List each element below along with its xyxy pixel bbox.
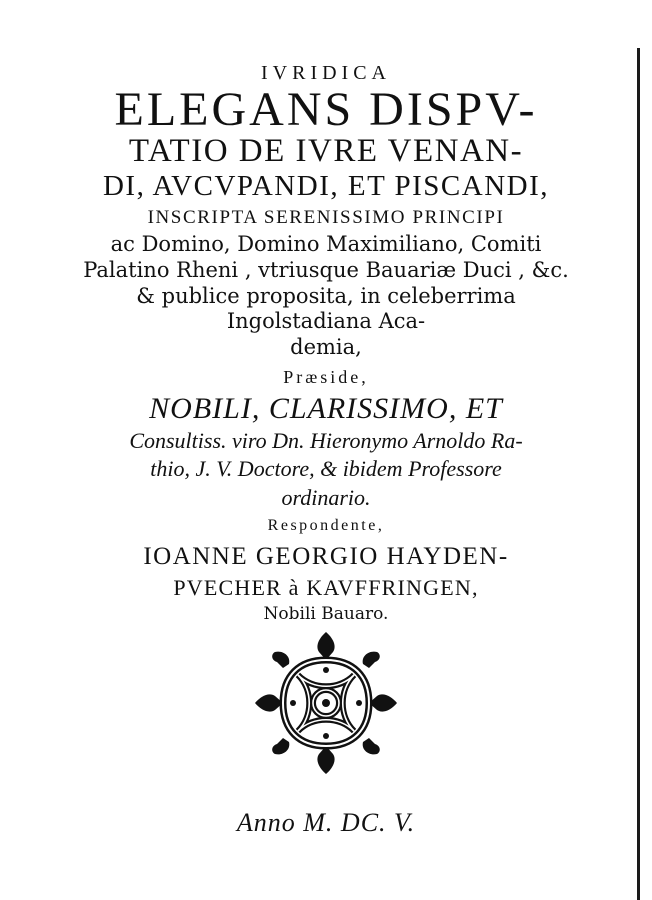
heading-iuridica: IVRIDICA: [261, 62, 391, 84]
dedication-line-4: Ingolstadiana Aca-: [226, 309, 426, 333]
dedication-line-2: Palatino Rheni , vtriusque Bauariæ Duci , &c.: [83, 258, 569, 282]
praeses-line-1: Consultiss. viro Dn. Hieronymo Arnoldo Ra-: [129, 428, 523, 453]
imprint-year: Anno M. DC. V.: [236, 808, 416, 837]
fleuron-knot-icon: [253, 630, 399, 776]
praeses-line-3: ordinario.: [281, 485, 371, 510]
dedication-line-5: demia,: [290, 335, 362, 359]
praeses-title: NOBILI, CLARISSIMO, ET: [149, 392, 503, 425]
heading-aucupandi: DI, AVCVPANDI, ET PISCANDI,: [102, 170, 550, 202]
dedication-line-1: ac Domino, Domino Maximiliano, Comiti: [110, 232, 542, 256]
heading-tatio: TATIO DE IVRE VENAN-: [128, 133, 524, 169]
heading-inscripta: INSCRIPTA SERENISSIMO PRINCIPI: [147, 207, 505, 228]
respondente-label: Respondente,: [267, 517, 385, 534]
praeses-line-2: thio, J. V. Doctore, & ibidem Professore: [150, 456, 502, 481]
heading-elegans: ELEGANS DISPV-: [114, 83, 538, 136]
dedication-line-3: & publice proposita, in celeberrima: [136, 284, 516, 308]
respondent-name-2: PVECHER à KAVFFRINGEN,: [173, 575, 479, 600]
respondent-name-1: IOANNE GEORGIO HAYDEN-: [143, 543, 509, 570]
respondent-origin: Nobili Bauaro.: [263, 604, 389, 624]
praeside-label: Præside,: [283, 367, 369, 387]
